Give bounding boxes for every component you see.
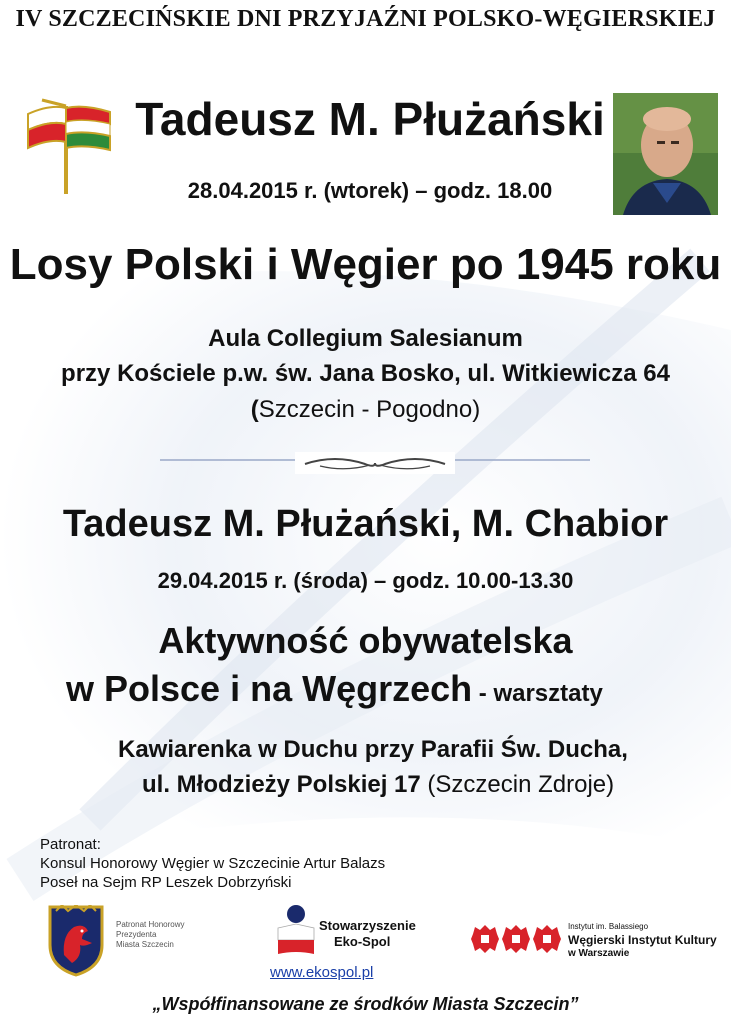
flags-pin-icon: [22, 96, 116, 200]
ekospol-name-line1: Stowarzyszenie: [319, 918, 416, 933]
event1-venue-line2: przy Kościele p.w. św. Jana Bosko, ul. Witkiewicza 64: [61, 360, 670, 387]
event2-speaker: Tadeusz M. Płużański, M. Chabior: [62, 503, 669, 545]
event1-speaker: Tadeusz M. Płużański: [135, 93, 605, 145]
institute-line2: Węgierski Instytut Kultury: [568, 933, 717, 947]
festival-header: IV SZCZECIŃSKIE DNI PRZYJAŹNI POLSKO-WĘGIERSKIEJ: [15, 6, 716, 32]
event2-title-suffix: - warsztaty: [472, 680, 603, 707]
event1-venue-line3: [0, 396, 731, 424]
event2-title-line1: Aktywność obywatelska: [158, 620, 573, 661]
event2-venue-line1: Kawiarenka w Duchu przy Parafii Św. Ducha,: [118, 736, 628, 763]
ekospol-website-link[interactable]: www.ekospol.pl: [270, 964, 374, 981]
patronage-heading: Patronat:: [40, 836, 101, 853]
ornament-divider: [160, 452, 590, 474]
event2-date: 29.04.2015 r. (środa) – godz. 10.00-13.30: [157, 568, 574, 593]
event2-venue-district: (Szczecin Zdroje): [420, 771, 615, 798]
event2-title-line2: [66, 668, 603, 710]
szczecin-coat-of-arms-icon: [48, 905, 104, 977]
institute-line1: Instytut im. Balassiego: [568, 922, 649, 931]
cofinancing-footer: „Współfinansowane ze środków Miasta Szczecin”: [152, 994, 579, 1014]
patronage-line1: Konsul Honorowy Węgier w Szczecinie Artur Balazs: [40, 855, 386, 872]
speaker-photo: [613, 93, 718, 215]
ekospol-logo-icon: [275, 904, 317, 958]
event2-title-main: w Polsce i na Węgrzech: [66, 668, 473, 709]
event1-venue-city: Szczecin - Pogodno): [258, 396, 481, 423]
city-logo-line1: Patronat Honorowy: [116, 920, 185, 929]
event1-title: Losy Polski i Węgier po 1945 roku: [9, 240, 722, 289]
ekospol-name-line2: Eko-Spol: [334, 934, 391, 949]
institute-line3: w Warszawie: [568, 948, 630, 959]
event2-venue-line2: [142, 771, 614, 799]
patronage-line2: Poseł na Sejm RP Leszek Dobrzyński: [40, 874, 292, 891]
event2-venue-street: ul. Młodzieży Polskiej 17: [142, 771, 421, 798]
event1-date: 28.04.2015 r. (wtorek) – godz. 18.00: [187, 178, 553, 203]
paren-open: (: [250, 396, 259, 423]
event1-venue-line1: Aula Collegium Salesianum: [208, 325, 523, 352]
hungarian-institute-logo-icon: [470, 924, 562, 954]
city-logo-line2: Prezydenta: [116, 930, 157, 939]
city-logo-line3: Miasta Szczecin: [116, 940, 174, 949]
